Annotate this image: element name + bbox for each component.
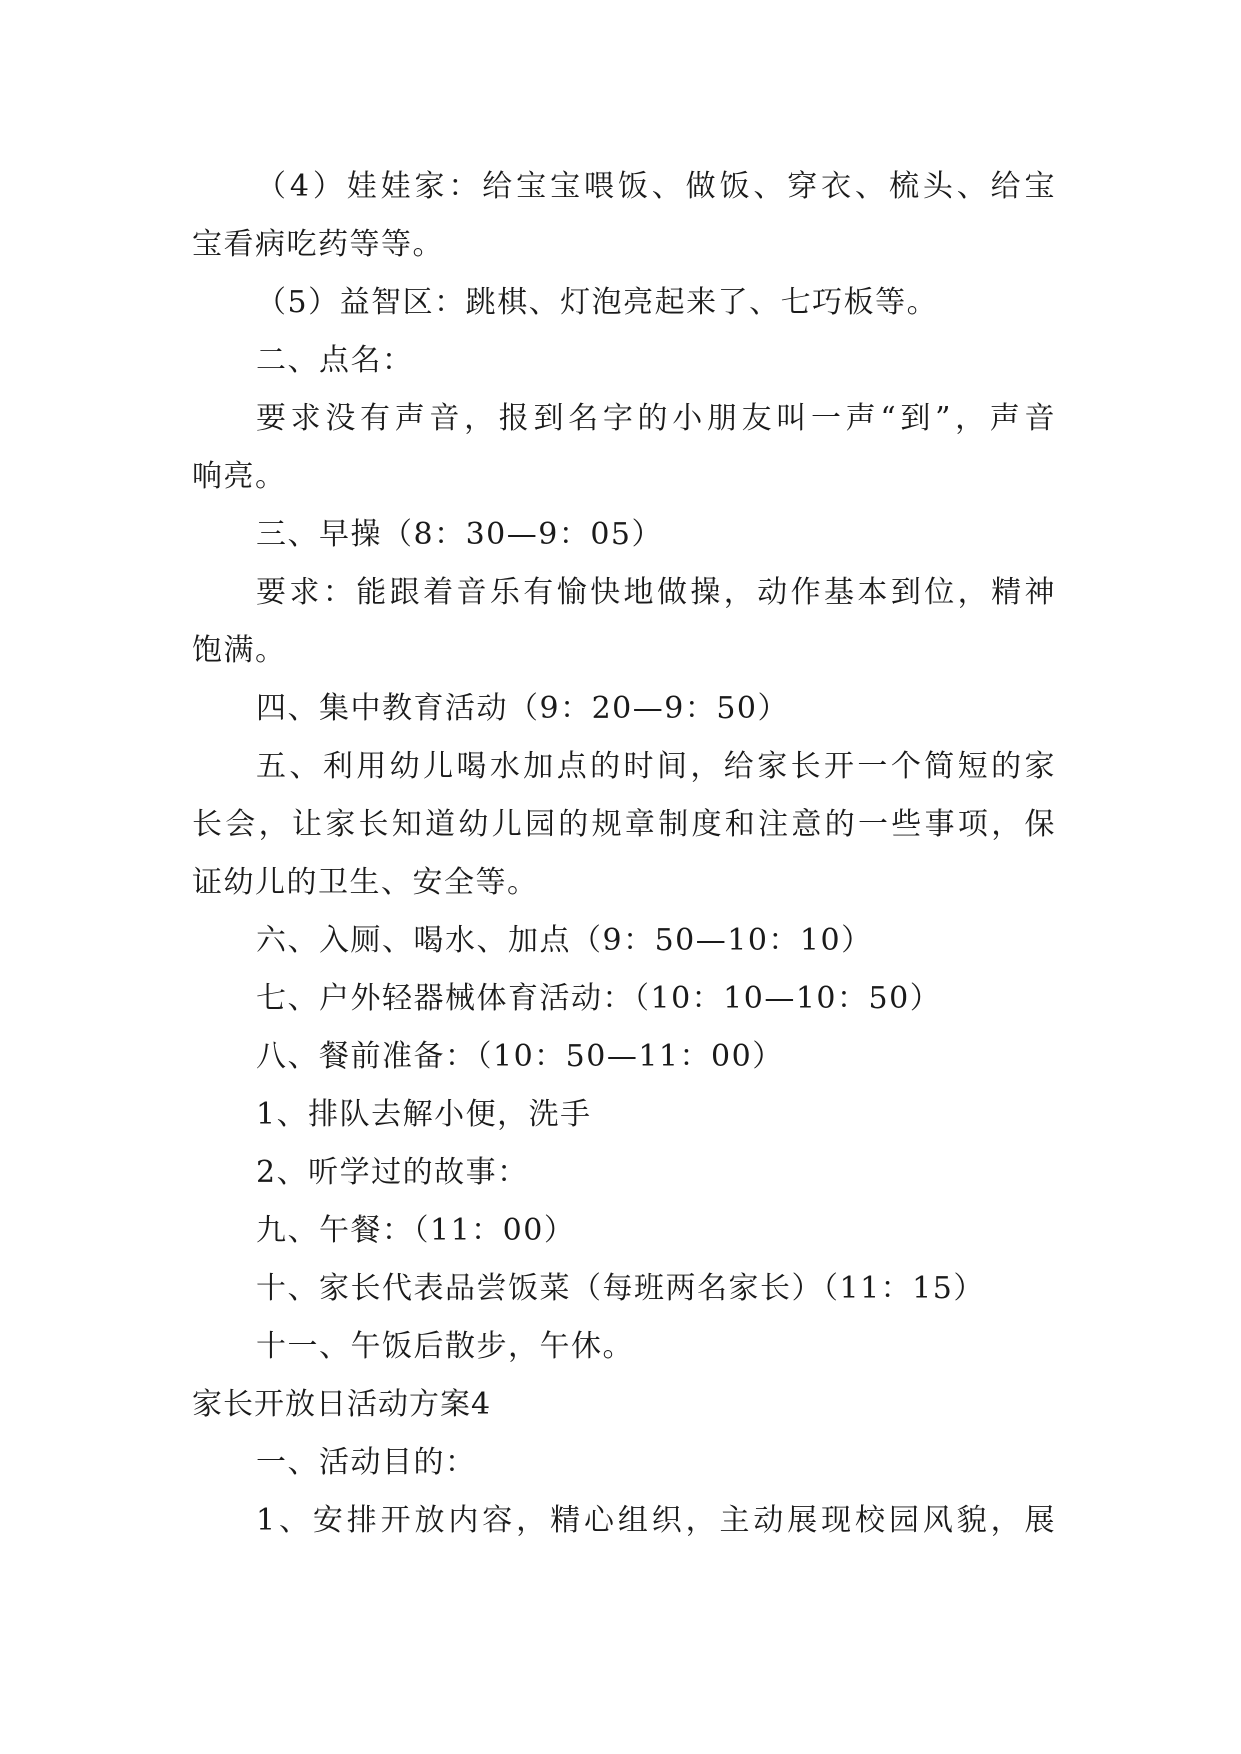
paragraph-line: 要求：能跟着音乐有愉快地做操，动作基本到位，精神 — [256, 575, 1056, 610]
section-heading: 六、入厕、喝水、加点（9：50—10：10） — [256, 923, 873, 958]
section-heading: 七、户外轻器械体育活动：（10：10—10：50） — [256, 981, 942, 1016]
paragraph-line: 宝看病吃药等等。 — [192, 227, 444, 262]
paragraph-line: 要求没有声音，报到名字的小朋友叫一声“到”，声音 — [256, 401, 1056, 436]
paragraph-line: （4）娃娃家：给宝宝喂饭、做饭、穿衣、梳头、给宝 — [256, 169, 1056, 204]
list-item: 1、安排开放内容，精心组织，主动展现校园风貌，展 — [256, 1503, 1056, 1538]
section-heading: 三、早操（8：30—9：05） — [256, 517, 664, 552]
section-heading: 四、集中教育活动（9：20—9：50） — [256, 691, 790, 726]
paragraph-line: 长会，让家长知道幼儿园的规章制度和注意的一些事项，保 — [192, 807, 1056, 842]
document-title: 家长开放日活动方案4 — [192, 1387, 492, 1422]
section-heading: 九、午餐：（11：00） — [256, 1213, 576, 1248]
paragraph-line: 五、利用幼儿喝水加点的时间，给家长开一个简短的家 — [256, 749, 1056, 784]
section-heading: 十一、午饭后散步，午休。 — [256, 1329, 634, 1364]
paragraph-line: 响亮。 — [192, 459, 287, 494]
list-item: 2、听学过的故事： — [256, 1155, 529, 1190]
section-heading: 十、家长代表品尝饭菜（每班两名家长）（11：15） — [256, 1271, 985, 1306]
paragraph-line: 饱满。 — [192, 633, 287, 668]
document-body — [192, 158, 1056, 1550]
paragraph-line: 证幼儿的卫生、安全等。 — [192, 865, 539, 900]
paragraph-line: （5）益智区：跳棋、灯泡亮起来了、七巧板等。 — [256, 285, 939, 320]
section-heading: 二、点名： — [256, 343, 414, 378]
section-heading: 一、活动目的： — [256, 1445, 477, 1480]
list-item: 1、排队去解小便，洗手 — [256, 1097, 592, 1132]
section-heading: 八、餐前准备：（10：50—11：00） — [256, 1039, 784, 1074]
